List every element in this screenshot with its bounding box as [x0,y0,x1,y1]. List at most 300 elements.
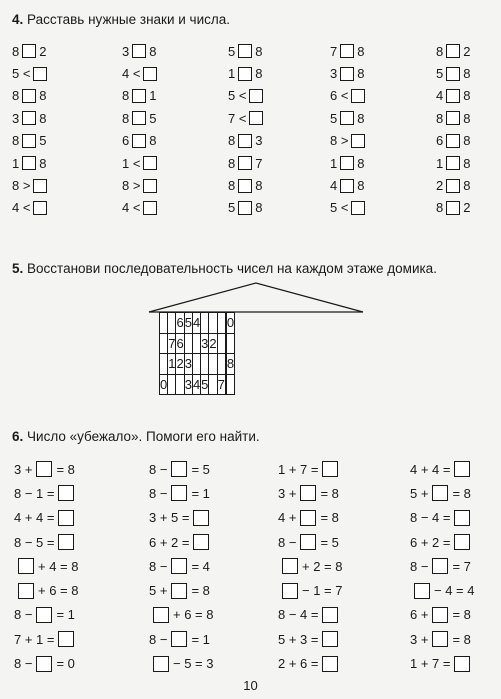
answer-box[interactable] [58,631,74,647]
house-floor [160,374,235,395]
answer-box[interactable] [446,134,460,148]
exercise-5-text: Восстанови последовательность чисел на каждом этаже домика. [27,261,437,276]
comparison-item [436,197,470,219]
answer-box[interactable] [414,583,430,599]
house-cell: 0 [160,374,168,395]
equation-text: − 5 = 3 [173,656,214,672]
equation-text: 8 − [278,534,297,550]
equation-text: + 4 = 8 [38,558,79,574]
comparison-column [12,40,50,219]
equation-text: 8 − 4 = [278,607,319,623]
comparison-column [122,40,160,219]
equation-text: = 8 [452,485,471,501]
exercise-5-heading [12,261,437,277]
equation-text: − 1 = 7 [302,583,343,599]
comparison-left: 8 > [12,178,31,194]
answer-box[interactable] [432,558,448,574]
comparison-left: 4 < [122,66,141,82]
comparison-right: 8 [463,178,471,194]
equation-item [410,578,474,602]
answer-box[interactable] [238,201,252,215]
comparison-item [228,174,266,196]
equation-text: + 6 = 8 [173,607,214,623]
comparison-item [436,130,470,152]
house-cell[interactable] [217,354,225,375]
house-cell: 2 [176,354,184,375]
comparison-right: 3 [255,133,263,149]
answer-box[interactable] [143,179,157,193]
house-cell[interactable] [209,313,217,334]
comparison-left: 6 [122,133,130,149]
answer-box[interactable] [22,111,36,125]
comparison-left: 1 < [122,155,141,171]
equation-text: 8 − 1 = [14,485,55,501]
comparison-item [330,40,368,62]
equation-item [410,554,474,578]
equation-text: 3 + [278,485,297,501]
equation-text: 6 + 2 = [149,534,190,550]
equation-text: = 5 [191,461,210,477]
answer-box[interactable] [143,201,157,215]
comparison-right: 8 [255,178,263,194]
equation-text: + 2 = 8 [302,558,343,574]
equation-item [149,578,213,602]
house-floors-grid [159,312,235,395]
equation-text: 3 + 5 = [149,510,190,526]
equation-item [278,578,342,602]
comparison-right: 8 [357,155,365,171]
answer-box[interactable] [249,111,263,125]
comparison-item [12,107,50,129]
comparison-left: 8 [436,110,444,126]
house-cell[interactable] [192,333,200,354]
equation-text: 4 + [278,510,297,526]
equation-item [149,603,213,627]
answer-box[interactable] [18,583,34,599]
house-cell: 2 [209,333,217,354]
house-cell: 8 [226,354,234,375]
equation-item [14,481,78,505]
answer-box[interactable] [33,67,47,81]
comparison-item [122,130,160,152]
comparison-right: 5 [39,133,47,149]
answer-box[interactable] [58,534,74,550]
equation-text: 8 − [14,607,33,623]
comparison-item [12,197,50,219]
answer-box[interactable] [22,134,36,148]
equation-item [149,554,213,578]
house-cell[interactable] [201,313,209,334]
comparison-right: 8 [39,155,47,171]
equation-item [14,651,78,675]
answer-box[interactable] [446,156,460,170]
equation-item [149,481,213,505]
comparison-column [436,40,470,219]
answer-box[interactable] [193,534,209,550]
equation-item [149,651,213,675]
answer-box[interactable] [33,201,47,215]
equation-item [410,481,474,505]
answer-box[interactable] [171,461,187,477]
answer-box[interactable] [171,485,187,501]
answer-box[interactable] [446,201,460,215]
answer-box[interactable] [132,44,146,58]
comparison-left: 8 > [122,178,141,194]
house-cell: 7 [168,333,176,354]
equation-text: = 8 [452,631,471,647]
comparison-item [330,62,368,84]
comparison-left: 8 [228,133,236,149]
comparison-left: 7 [330,43,338,59]
comparison-left: 8 > [330,133,349,149]
comparison-item [122,152,160,174]
answer-box[interactable] [432,631,448,647]
house-cell[interactable] [226,333,234,354]
equation-text: = 1 [56,607,75,623]
equation-text: 3 + [410,631,429,647]
answer-box[interactable] [351,201,365,215]
answer-box[interactable] [446,89,460,103]
comparison-right: 8 [463,155,471,171]
equation-item [149,530,213,554]
house-cell: 4 [192,313,200,334]
equation-text: 6 + 2 = [410,534,451,550]
answer-box[interactable] [171,631,187,647]
answer-box[interactable] [143,156,157,170]
equation-text: 7 + 1 = [14,631,55,647]
comparison-left: 8 [228,178,236,194]
answer-box[interactable] [340,44,354,58]
answer-box[interactable] [22,89,36,103]
comparison-right: 8 [357,178,365,194]
house-cell[interactable] [201,354,209,375]
house-cell: 3 [201,333,209,354]
equation-item [410,627,474,651]
house-cell[interactable] [209,354,217,375]
answer-box[interactable] [454,510,470,526]
equation-item [410,651,474,675]
answer-box[interactable] [58,510,74,526]
equation-text: = 1 [191,631,210,647]
equation-text: = 8 [320,510,339,526]
comparison-right: 8 [357,110,365,126]
comparison-right: 8 [255,66,263,82]
house-cell[interactable] [168,313,176,334]
equation-item [278,481,342,505]
answer-box[interactable] [238,134,252,148]
comparison-item [12,85,50,107]
house-cell[interactable] [176,374,184,395]
house-cell[interactable] [192,354,200,375]
answer-box[interactable] [300,510,316,526]
comparison-item [228,152,266,174]
answer-box[interactable] [322,631,338,647]
equation-text: 8 − 4 = [410,510,451,526]
answer-box[interactable] [153,607,169,623]
exercise-4-text: Расставь нужные знаки и числа. [27,12,230,27]
equation-item [410,603,474,627]
comparison-item [330,174,368,196]
equation-item [278,457,342,481]
comparison-right: 2 [39,43,47,59]
answer-box[interactable] [340,156,354,170]
comparison-right: 8 [463,88,471,104]
comparison-left: 8 [122,88,130,104]
answer-box[interactable] [193,510,209,526]
answer-box[interactable] [340,111,354,125]
equation-text: 8 − [149,631,168,647]
exercise-6-heading [12,429,260,445]
answer-box[interactable] [322,461,338,477]
comparison-left: 8 [228,155,236,171]
comparison-column [330,40,368,219]
comparison-left: 5 [228,200,236,216]
comparison-right: 8 [357,66,365,82]
comparison-left: 5 [436,66,444,82]
house-cell[interactable] [217,313,225,334]
exercise-6-number: 6. [12,429,24,444]
house-cell[interactable] [217,333,225,354]
comparison-item [12,62,50,84]
answer-box[interactable] [132,134,146,148]
comparison-right: 2 [463,43,471,59]
comparison-left: 3 [12,110,20,126]
answer-box[interactable] [22,156,36,170]
equation-text: + 6 = 8 [38,583,79,599]
equation-item [14,506,78,530]
equation-item [149,627,213,651]
equation-column [149,457,213,676]
comparison-right: 8 [149,133,157,149]
comparison-item [330,107,368,129]
comparison-item [330,152,368,174]
equation-text: 5 + [410,485,429,501]
comparison-left: 3 [330,66,338,82]
answer-box[interactable] [22,44,36,58]
house-cell: 5 [184,313,192,334]
house-cell[interactable] [160,313,168,334]
answer-box[interactable] [446,179,460,193]
comparison-right: 1 [149,88,157,104]
equation-text: = 8 [56,461,75,477]
equation-text: 8 − [14,656,33,672]
comparison-item [436,174,470,196]
equation-text: 4 + 4 = [410,461,451,477]
equation-item [14,457,78,481]
answer-box[interactable] [132,89,146,103]
comparison-left: 1 [436,155,444,171]
comparison-item [228,197,266,219]
equation-text: 8 − [149,485,168,501]
comparison-item [228,62,266,84]
answer-box[interactable] [340,179,354,193]
comparison-item [436,107,470,129]
comparison-left: 5 [330,110,338,126]
house-cell[interactable] [226,374,234,395]
equation-column [410,457,474,676]
comparison-right: 8 [39,110,47,126]
answer-box[interactable] [432,607,448,623]
comparison-left: 8 [122,110,130,126]
comparison-item [436,85,470,107]
answer-box[interactable] [446,67,460,81]
comparison-item [122,40,160,62]
comparison-item [12,152,50,174]
answer-box[interactable] [446,111,460,125]
answer-box[interactable] [282,583,298,599]
comparison-left: 1 [228,66,236,82]
equation-item [14,578,78,602]
house-cell: 5 [201,374,209,395]
house-cell: 1 [168,354,176,375]
comparison-left: 4 < [122,200,141,216]
comparison-item [228,40,266,62]
comparison-left: 5 [228,43,236,59]
equation-text: 6 + [410,607,429,623]
comparison-right: 7 [255,155,263,171]
answer-box[interactable] [454,461,470,477]
answer-box[interactable] [36,607,52,623]
exercise-4-heading [12,12,230,28]
comparison-left: 8 [12,43,20,59]
comparison-item [12,40,50,62]
comparison-item [12,174,50,196]
answer-box[interactable] [249,89,263,103]
comparison-right: 8 [463,110,471,126]
equation-text: = 1 [191,485,210,501]
answer-box[interactable] [351,134,365,148]
comparison-left: 5 < [228,88,247,104]
answer-box[interactable] [300,534,316,550]
answer-box[interactable] [340,67,354,81]
comparison-right: 5 [149,110,157,126]
equation-text: 8 − 5 = [14,534,55,550]
equation-text: 2 + 6 = [278,656,319,672]
comparison-left: 1 [12,155,20,171]
comparison-item [228,130,266,152]
page-number: 10 [243,678,258,693]
equation-text: = 7 [452,558,471,574]
house-cell[interactable] [184,333,192,354]
house-floor [160,333,235,354]
answer-box[interactable] [143,67,157,81]
answer-box[interactable] [36,461,52,477]
comparison-left: 1 [330,155,338,171]
comparison-right: 8 [463,66,471,82]
comparison-left: 8 [436,43,444,59]
answer-box[interactable] [171,583,187,599]
comparison-item [122,107,160,129]
equation-item [278,530,342,554]
exercise-4-number: 4. [12,12,24,27]
equation-text: 5 + [149,583,168,599]
equation-text: = 5 [320,534,339,550]
answer-box[interactable] [454,534,470,550]
house-roof [147,281,367,315]
comparison-left: 6 [436,133,444,149]
house-floor [160,313,235,334]
answer-box[interactable] [446,44,460,58]
comparison-left: 3 [122,43,130,59]
equation-item [278,506,342,530]
equation-text: = 4 [191,558,210,574]
answer-box[interactable] [33,179,47,193]
equation-item [149,506,213,530]
answer-box[interactable] [238,44,252,58]
equation-item [410,530,474,554]
equation-item [410,457,474,481]
equation-item [14,627,78,651]
equation-text: = 8 [191,583,210,599]
equation-item [14,603,78,627]
comparison-right: 8 [39,88,47,104]
answer-box[interactable] [454,656,470,672]
comparison-item [228,85,266,107]
comparison-right: 8 [255,200,263,216]
equation-text: 1 + 7 = [410,656,451,672]
answer-box[interactable] [322,607,338,623]
house-cell[interactable] [168,374,176,395]
house-cell: 4 [192,374,200,395]
comparison-left: 2 [436,178,444,194]
answer-box[interactable] [18,558,34,574]
answer-box[interactable] [300,485,316,501]
answer-box[interactable] [351,89,365,103]
equation-item [410,506,474,530]
equation-item [278,554,342,578]
equation-item [149,457,213,481]
answer-box[interactable] [432,485,448,501]
equation-column [278,457,342,676]
comparison-right: 8 [463,133,471,149]
answer-box[interactable] [171,558,187,574]
comparison-item [122,85,160,107]
answer-box[interactable] [238,156,252,170]
answer-box[interactable] [238,67,252,81]
comparison-left: 5 < [12,66,31,82]
comparison-item [122,197,160,219]
answer-box[interactable] [322,656,338,672]
comparison-left: 4 [330,178,338,194]
house-cell[interactable] [160,333,168,354]
answer-box[interactable] [153,656,169,672]
answer-box[interactable] [282,558,298,574]
equation-item [278,627,342,651]
comparison-right: 8 [357,43,365,59]
comparison-left: 8 [12,88,20,104]
comparison-left: 6 < [330,88,349,104]
equation-item [14,554,78,578]
comparison-item [228,107,266,129]
answer-box[interactable] [36,656,52,672]
comparison-left: 8 [436,200,444,216]
answer-box[interactable] [58,485,74,501]
equation-text: = 8 [320,485,339,501]
equation-text: 4 + 4 = [14,510,55,526]
comparison-item [330,130,368,152]
comparison-item [122,174,160,196]
equation-text: 8 − [149,461,168,477]
house-cell[interactable] [160,354,168,375]
comparison-right: 8 [255,43,263,59]
equation-item [278,603,342,627]
answer-box[interactable] [132,111,146,125]
house-cell: 6 [176,313,184,334]
house-cell[interactable] [209,374,217,395]
answer-box[interactable] [238,179,252,193]
equation-item [278,651,342,675]
house-cell: 3 [184,354,192,375]
